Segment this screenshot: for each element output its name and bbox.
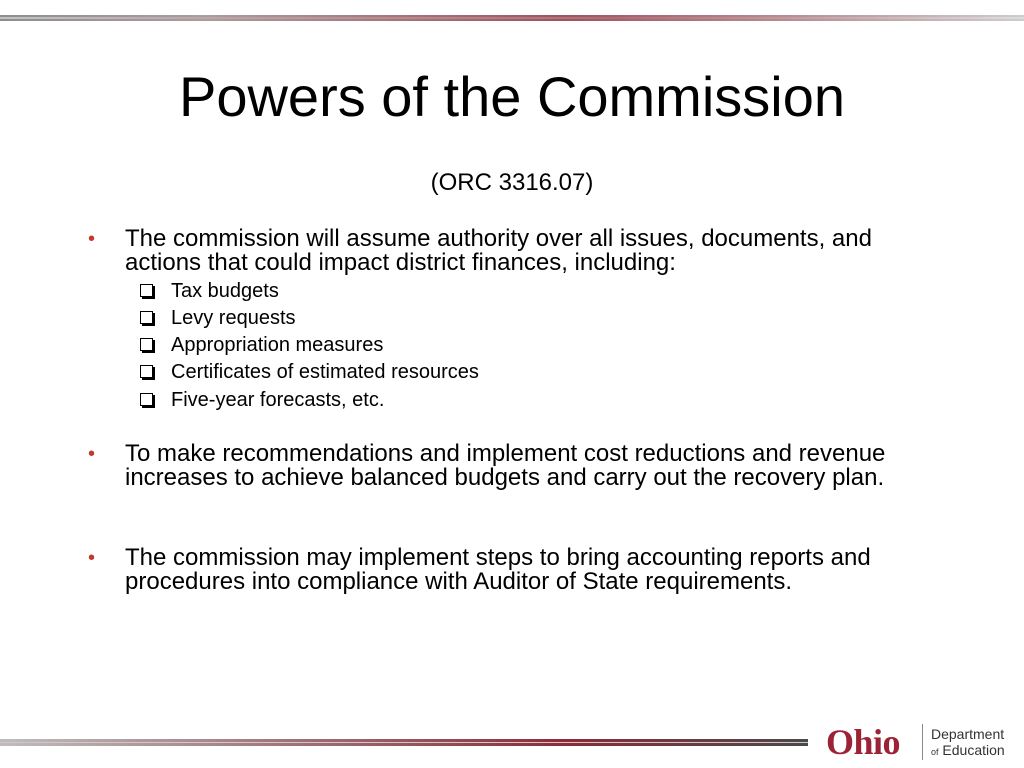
top-decorative-rule bbox=[0, 15, 1024, 21]
slide-title: Powers of the Commission bbox=[178, 65, 845, 128]
logo-dept-line2 bbox=[931, 742, 1005, 760]
bullet-text: To make recommendations and implement cost reductions and revenue increases to achieve balanced budgets and carry out the recovery plan. bbox=[125, 440, 886, 491]
bullet-dot-icon: • bbox=[88, 443, 96, 465]
bullet-dot-icon: • bbox=[88, 228, 96, 250]
checkbox-bullet-icon bbox=[140, 393, 153, 406]
bullet-text: The commission will assume authority over all issues, documents, and actions that could impact district finances, including: bbox=[125, 225, 872, 276]
logo-dept-word: Education bbox=[942, 742, 1005, 758]
subitem-label: Tax budgets bbox=[171, 280, 279, 302]
checkbox-bullet-icon bbox=[140, 284, 153, 297]
ohio-department-of-education-logo bbox=[826, 720, 1016, 764]
bullet-text: The commission may implement steps to bring accounting reports and procedures into compliance with Auditor of State requirements. bbox=[125, 544, 871, 595]
subitem-label: Certificates of estimated resources bbox=[171, 361, 479, 383]
bullet-dot-icon: • bbox=[88, 547, 96, 569]
logo-dept-prefix: of bbox=[931, 747, 939, 757]
subitem-label: Five-year forecasts, etc. bbox=[171, 389, 385, 411]
subitem-label: Levy requests bbox=[171, 307, 296, 329]
checkbox-bullet-icon bbox=[140, 365, 153, 378]
logo-wordmark: Ohio bbox=[826, 722, 901, 762]
logo-department-text bbox=[931, 726, 1005, 760]
subitem-label: Appropriation measures bbox=[171, 334, 384, 356]
checkbox-bullet-icon bbox=[140, 338, 153, 351]
bottom-decorative-rule bbox=[0, 739, 808, 746]
logo-dept-line1: Department bbox=[931, 726, 1005, 742]
logo-divider bbox=[922, 724, 923, 760]
slide-subtitle: (ORC 3316.07) bbox=[430, 169, 594, 196]
checkbox-bullet-icon bbox=[140, 311, 153, 324]
